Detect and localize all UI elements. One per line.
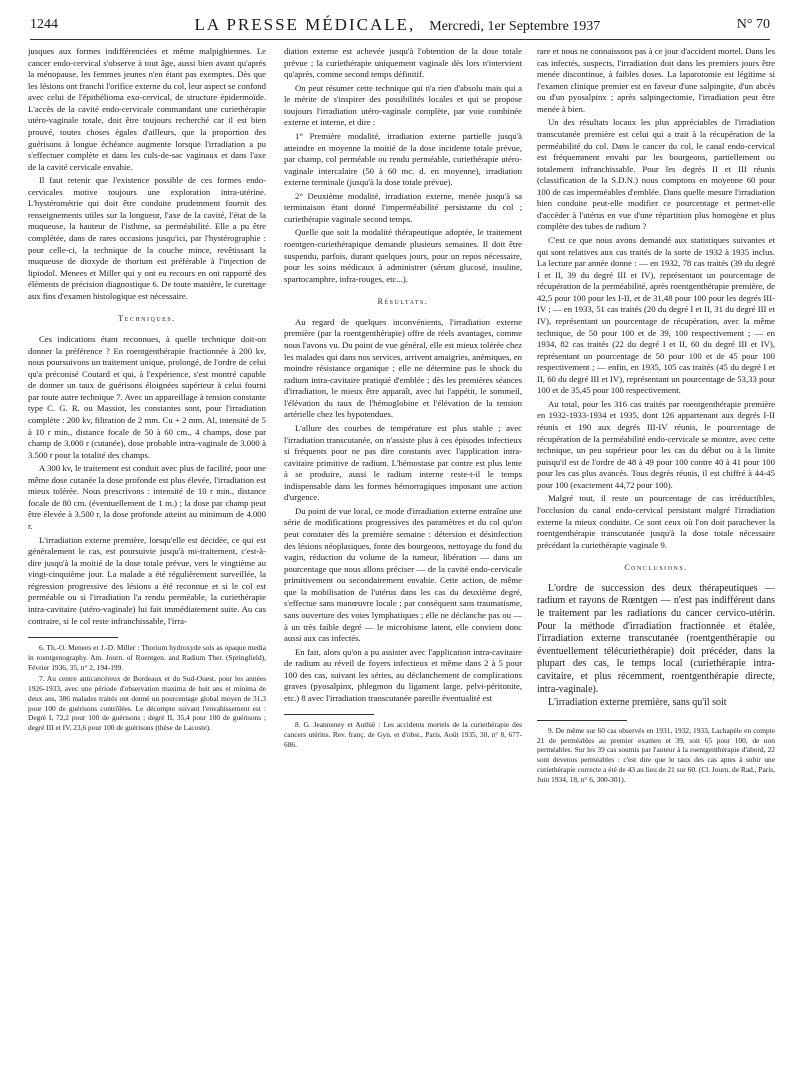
paragraph: Au regard de quelques inconvénients, l'irradiation externe première (par la roentgenthérapie) offre de réels avantages, comme nous l'avons vu. Du point de vue général, elle est mieux tolérée chez les malades qui dans nos services, arrivent amaigries, anémiques, en moindre résistance organique ; elle ne détermine pas le shock du radium intra-cavitaire pratiqué d'emblée ; dès les premières séances d'irradiation, le mieux être apparaît, avec lui l'appétit, le sommeil, l'élévation du taux de l'hémoglobine et l'élévation de la tension artérielle chez les hypotendues. (284, 316, 522, 420)
paragraph: Ces indications étant reconnues, à quelle technique doit-on donner la préférence ? En roentgenthérapie fractionnée à 200 kv, nous poursuivons un traitement unique, prolongé, de l'ordre de celui qu'a préconisé Coutard et qui, à l'expérience, s'est montré capable de donner un taux de guérisons éloignées supérieur à celui fourni par toute autre technique 7. Avec un appareillage à tension constante type C. G. R. ou Massiot, les constantes sont, pour l'irradiation complète : 200 kv, filtration de 2 mm. Cu + 2 mm. Al, intensité de 5 à 10 r min., distance focale de 50 à 60 cm., 4 champs, dose par champ de 3.000 r (cutanée), dose probable intra-vaginale de 3.000 à 3.500 r pour la totalité des champs. (28, 334, 266, 460)
paragraph: jusques aux formes indifférenciées et même malpighiennes. Le cancer endo-cervical s'observe à tout âge, aussi bien avant qu'après la ménopause, les femmes jeunes n'en étant pas exemptes. Dès que les lésions ont franchi l'orifice externe du col, leur aspect se confond avec celui de l'épithélioma exo-cervical, de structure épidermoïde. L'accès de la cavité endo-cervicale commandant une curiethérapie utéro-vaginale totale, doit être toujours recherché car il est bien prouvé, toutes choses égales d'ailleurs, que la proportion des guérisons à longue échéance augmente lorsque l'irradiation a pu s'effectuer complète et dans les culs-de-sac vaginaux et dans l'axe de la cavité cervicale envahie. (28, 46, 266, 172)
paragraph: A 300 kv, le traitement est conduit avec plus de facilité, pour une même dose cutanée la dose profonde est plus élevée, l'irradiation est mieux tolérée. Nous prescrivons : intensité de 10 r min., distance focale de 80 cm. (éventuellement de 1 m.) ; la dose par champ peut être élevée à 3.500 r, la dose profonde atteint au minimum de 4.000 r. (28, 463, 266, 531)
paragraph: Au total, pour les 316 cas traités par roentgenthérapie première en 1932-1933-1934 et 1935, dont 126 appartenant aux degrés I-II réunis et 190 aux degrés III-IV réunis, le pourcentage de récupération de la perméabilité endo-cervicale se montre, avec cette technique, un peu supérieur pour les cas du début ou à la limite puisqu'il est de l'ordre de 48 à 49 pour 100 contre 40 à 41 pour 100 pour les cas plus avancés. Tous degrés réunis, il est chiffré à 44-45 pour 100 (exactement 44,72 pour 100). (537, 398, 775, 490)
footnote-divider (284, 714, 374, 715)
issue-number: N° 70 (736, 17, 770, 32)
page-number: 1244 (30, 17, 58, 32)
page-header (30, 14, 770, 40)
paragraph: L'allure des courbes de température est plus stable ; avec l'irradiation transcutanée, on n'assiste plus à ces épisodes infectieux si fréquents pour ne pas dire constants avec l'application intra-cavitaire primitive de radium. L'hémostase par contre est plus lente à se produire, aussi le radium interne reste-t-il le temps indispensable dans les formes hémorragiques imposant une action d'urgence. (284, 422, 522, 503)
paragraph: L'irradiation externe première, lorsqu'elle est décidée, ce qui est généralement le cas, est poursuivie jusqu'à mi-traitement, c'est-à-dire jusqu'à la moitié de la dose totale prévue, vers le vingtième au vingt-cinquième jour. La malade a été régulièrement surveillée, la régression progressive des lésions a été reconnue et si le col est perméable ou si l'irradiation l'a rendu perméable, la curiethérapie intra-cavitaire (utéro-vaginale) lui fait immédiatement suite. Au cas contraire, si le col reste infranchissable, l'irra- (28, 534, 266, 626)
issue-date: Mercredi, 1er Septembre 1937 (429, 19, 601, 34)
paragraph: Du point de vue local, ce mode d'irradiation externe entraîne une série de modifications progressives des paramètres et du col qu'on peut constater dès la première semaine : détersion et désinfection des lésions néoplasiques, fonte des bourgeons, nettoyage du fond du vagin, réduction du volume de la tumeur, libération — dans un pourcentage que nous allons préciser — de la cavité endo-cervicale primitivement ou secondairement envahie. Cette action, de même que la mobilisation de l'utérus dans les cas du deuxième degré, s'effectue sans manœuvre locale ; par conséquent sans traumatisme, sans ouverture des voies lymphatiques ; elle ne déclanche pas ou — à un très faible degré — le microbisme latent, elle convient donc aussi aux cas infectés. (284, 505, 522, 644)
section-heading-conclusions: Conclusions. (624, 563, 688, 573)
column-middle (284, 46, 522, 1072)
paragraph: On peut résumer cette technique qui n'a rien d'absolu mais qui a le mérite de s'inspirer des possibilités locales et qui se propose toujours l'irradiation utéro-vaginale complète, par voie combinée externe et interne, et dire : (284, 82, 522, 128)
footnote-9: 9. De même sur 60 cas observés en 1931, 1932, 1933, Lachapèle en compte 21 de perméables au premier examen et 39, soit 65 pour 100, de non perméables. Sur les 39 cas soumis par l'auteur à la roentgenthérapie d'abord, 22 sont devenus perméables : c'est dire que le taux des cas aptes à subir une curiethérapie correcte a été de 43 au lieu de 21 sur 60. (Cl. Journ. de Rad., Paris, Juin 1934, 18, n° 6, 300-301). (537, 725, 775, 784)
paragraph: Malgré tout, il reste un pourcentage de cas irréductibles, l'occlusion du canal endo-cervical persistant malgré l'irradiation externe la mieux conduite. Ce sont ceux où l'on doit parachever la roentgenthérapie transcutanée jusqu'à la dose totale nécessaire précédant la curiethérapie vaginale 9. (537, 493, 775, 550)
section-heading-resultats: Résultats. (377, 297, 429, 307)
section-heading-techniques: Techniques. (118, 314, 176, 324)
paragraph: Quelle que soit la modalité thérapeutique adoptée, le traitement roentgen-curiethérapique demande plusieurs semaines. Il doit être suspendu, parfois, durant quelques jours, pour un repos nécessaire, pour les soins médicaux à administrer (sérum glucosé, insuline, spartocamphre, infra-rouges, etc...). (284, 227, 522, 284)
column-right (537, 46, 775, 1072)
footnote-7: 7. Au centre anticancéreux de Bordeaux et du Sud-Ouest, pour les années 1926-1933, avec une période d'observation maxima de huit ans et minima de deux ans, 386 malades traités ont donné un pourcentage global moyen de 31,3 pour 100 de guérisons contrôlées. Le décompte suivant l'envahissement est : Degré I, 72,2 pour 100 de guérisons ; degré II, 35,4 pour 100 de guérisons ; degré III et IV, 23,6 pour 100 de guérisons (thèse de Lacoste). (28, 674, 266, 733)
paragraph: L'irradiation externe première, sans qu'il soit (548, 697, 727, 709)
paragraph: C'est ce que nous avons demandé aux statistiques suivantes et qui sont relatives aux cas traités de la sorte de 1932 à 1935 inclus. La lecture par année donne : — en 1932, 78 cas traités (39 du degré I et II, 39 du degré III et IV), représentant un pourcentage de récupération de la perméabilité, après roentgenthérapie première, de 42,5 pour 100 pour les I-II, et de 31,48 pour 100 pour les degrés III-IV ; — en 1933, 51 cas traités (20 du degré I et II, 31 du degré III et IV), représentant un pourcentage de récupération, avec la même technique, de 50 pour 100 et de 39, 100 respectivement ; — en 1934, 82 cas traités (22 du degré I et II, 60 du degré III et IV), représentant un pourcentage de 50 pour 100 et de 45 pour 100 respectivement ; — enfin, en 1935, 105 cas traités (45 du degré I et II, 60 du degré III et IV), représentant un pourcentage de 53,33 pour 100 et de 35,45 pour 100 respectivement. (537, 235, 775, 396)
paragraph: Un des résultats locaux les plus appréciables de l'irradiation transcutanée première est celui qui a trait à la récupération de la perméabilité du col. Dans le cancer du col, le canal endo-cervical est fréquemment envahi par les bourgeons, partiellement ou totalement infranchissable. Pour les degrés II et III réunis (classification de la S.D.N.) nous comptons en moyenne 60 pour 100 de cas imperméables d'emblée. Dans quelle mesure l'irradiation bien conduite peut-elle modifier ce pourcentage et permet-elle d'accéder à l'utérus en vue d'une répartition plus homogène et plus complète des tubes de radium ? (537, 117, 775, 232)
footnote-6: 6. Th.-O. Menees et J.-D. Miller : Thorium hydroxyde sols as opaque media in roentgenography. Am. Journ. of Roentgen. and Radium Ther. (Springfield), Février 1936, 35, n° 2, 194-199. (28, 643, 266, 672)
journal-title: LA PRESSE MÉDICALE, (194, 15, 416, 34)
paragraph: 1° Première modalité, irradiation externe partielle jusqu'à atteindre en moyenne la moitié de la dose incidente totale prévue, par champ, col perméable ou rendu perméable, curiethérapie utéro-vaginale intercalaire (50 à 60 mc. d. en moyenne), irradiation externe terminale (jusqu'à la dose totale prévue). (284, 130, 522, 188)
journal-masthead (194, 15, 600, 35)
paragraph: Il faut retenir que l'existence possible de ces formes endo-cervicales motive toujours une exploration intra-utérine. L'hystérométrie qui doit être conduite prudemment fournit des renseignements utiles sur la longueur, l'axe de la cavité, l'état de la muqueuse, la hauteur de l'isthme, sa perméabilité. Elle a pu être complétée, dans de rares occasions jusqu'ici, par l'hystérographie : pour celle-ci, la technique de la couche mince, revêtissant la muqueuse de dioxyde de thorium est préférable à l'injection de lipiodol. Menees et Miller qui y ont eu recours en ont rapporté des éléments de précision diagnostique 6. De toute manière, le curettage aux fins d'examen histologique est nécessaire. (28, 175, 266, 301)
paragraph: diation externe est achevée jusqu'à l'obtention de la dose totale prévue ; la curiethérapie uniquement vaginale dès lors n'intervient qu'après, comme second temps définitif. (284, 46, 522, 80)
paragraph: En fait, alors qu'on a pu assister avec l'application intra-cavitaire de radium au réveil de foyers infectieux et même dans 2 à 5 pour 100 des cas, suivant les séries, au déclanchement de complications graves (pyosalpinx, phlegmon du ligament large, pelvi-péritonite, etc.) 8 avec l'irradiation transcutanée pareille éventualité est (284, 646, 522, 703)
footnote-divider (28, 637, 118, 638)
column-left (28, 46, 266, 1072)
paragraph: 2° Deuxième modalité, irradiation externe, menée jusqu'à sa terminaison étant donné l'imperméabilité persistante du col ; curiethérapie vaginale second temps. (284, 190, 522, 224)
conclusions-body (537, 583, 775, 710)
footnote-divider (537, 720, 627, 721)
footnote-8: 8. G. Jeanneney et Authié : Les accidents mortels de la curiethérapie des cancers utérins. Rev. franç. de Gyn. et d'obst., Paris, Août 1935, 30, n° 8, 677-686. (284, 720, 522, 749)
paragraph: rare et nous ne connaissons pas à ce jour d'accident mortel. Dans les cas infectés, suspects, l'irradiation doit dans les premiers jours être menée discontinue, à faibles doses. La laparotomie est légitime si l'examen clinique premier est en faveur d'une salpingite, d'un abcès ou d'un pyosalpinx ; après salpingectomie, l'irradiation peut être menée à bien. (537, 46, 775, 114)
paragraph: L'ordre de succession des deux thérapeutiques — radium et rayons de Rœntgen — n'est pas indifférent dans le traitement par les radiations du cancer cervico-utérin. Pour la méthode d'irradiation fractionnée et étalée, l'irradiation externe transcutanée (roentgenthérapie ou éventuellement télécuriethérapie) doit précéder, dans la plupart des cas, le temps local (curiethérapie intra-cavitaire, et plus récemment, roentgenthérapie directe, intra-vaginale). (537, 582, 775, 695)
